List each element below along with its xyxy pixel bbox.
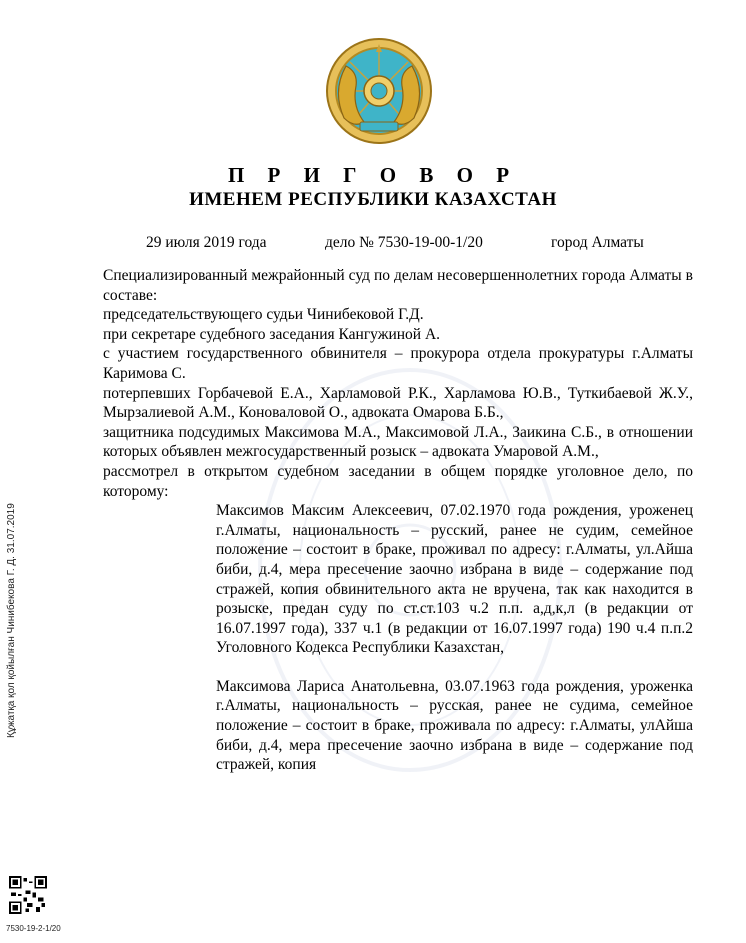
victims-line: потерпевших Горбачевой Е.А., Харламовой Р.К., Харламова Ю.В., Туткибаевой Ж.У., Мырзалиевой А.М., Коноваловой О., адвоката Омарова Б.Б., [103, 384, 693, 422]
state-emblem-icon [324, 36, 434, 146]
defense-line: защитника подсудимых Максимова М.А., Максимовой Л.А., Заикина С.Б., в отношении которых объявлен межгосударственный розыск – адвоката Умаровой А.М., [103, 423, 693, 461]
signature-note: Құжатқа қол қойылған Чинибекова Г. Д. 31.07.2019 [6, 503, 17, 738]
court-composition: Специализированный межрайонный суд по делам несовершеннолетних города Алматы в составе: [103, 267, 693, 304]
qr-code-icon [9, 876, 47, 914]
verdict-body [103, 266, 693, 775]
city: город Алматы [551, 234, 644, 251]
prosecutor-line: с участием государственного обвинителя – прокурора отдела прокуратуры г.Алматы Каримова С. [103, 345, 693, 382]
document-subtitle: ИМЕНЕМ РЕСПУБЛИКИ КАЗАХСТАН [189, 189, 557, 210]
presiding-judge: председательствующего судьи Чинибековой Г.Д. [103, 306, 424, 324]
case-number: дело № 7530-19-00-1/20 [325, 234, 483, 251]
document-title: П Р И Г О В О Р [227, 163, 519, 187]
defendant-2: Максимова Лариса Анатольевна, 03.07.1963 года рождения, уроженка г.Алматы, национальность – русская, ранее не судима, семейное положение – состоит в браке, проживала по адресу: г.Алматы, улАйша биби, д.4, мера пресечение заочно избрана в виде – содержание под стражей, копия [216, 677, 693, 774]
defendant-1: Максимов Максим Алексеевич, 07.02.1970 года рождения, уроженец г.Алматы, национальность – русский, ранее не судим, семейное положение – состоит в браке, проживал по адресу: г.Алматы, ул.Айша биби, д.4, мера пресечение заочно избрана в виде – содержание под стражей, копия обвинительного акта не вручена, так как находится в розыске, предан суду по ст.ст.103 ч.2 п.п. а,д,к,л (в редакции от 16.07.1997 года), 337 ч.1 (в редакции от 16.07.1997 года) 190 ч.4 п.п.2 Уголовного Кодекса Республики Казахстан, [216, 502, 693, 657]
verdict-date: 29 июля 2019 года [146, 234, 267, 251]
qr-caption: 7530-19-2-1/20 [6, 924, 61, 933]
court-secretary: при секретаре судебного заседания Кангужиной А. [103, 325, 441, 343]
considered-line: рассмотрел в открытом судебном заседании в общем порядке уголовное дело, по которому: [103, 462, 693, 500]
